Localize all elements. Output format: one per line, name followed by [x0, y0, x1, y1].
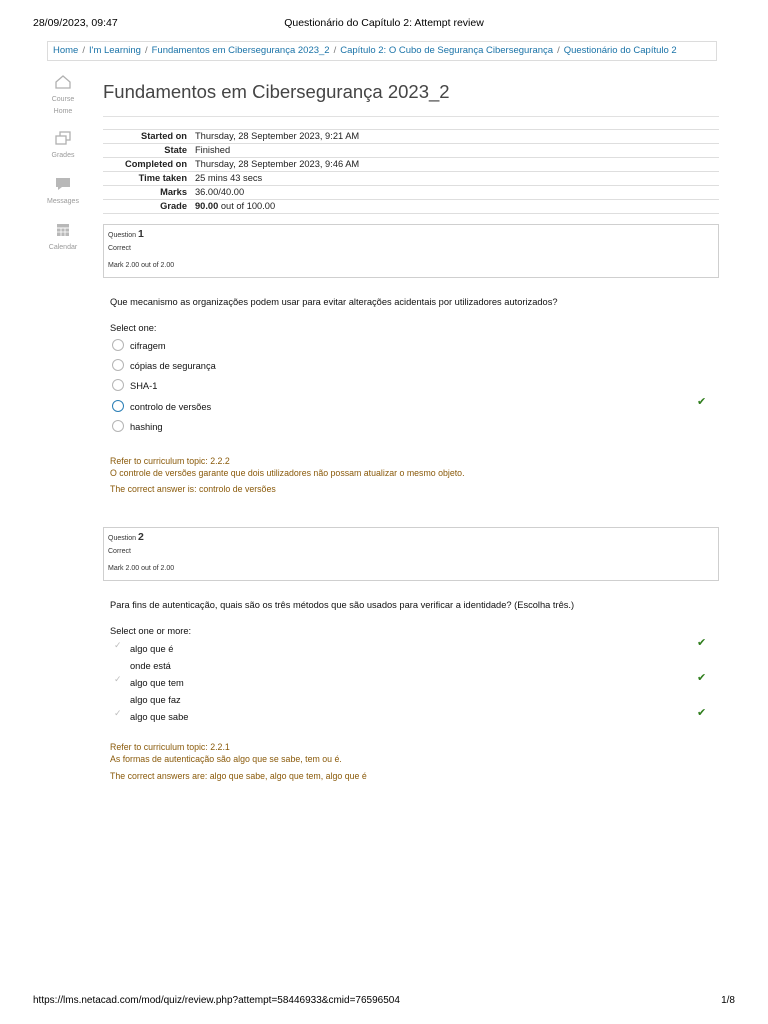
breadcrumb-separator: / [557, 45, 560, 56]
grade-rest: out of 100.00 [218, 201, 276, 211]
option-label: algo que tem [130, 678, 184, 688]
grades-icon [54, 130, 72, 146]
question-1-info [103, 224, 719, 278]
q1-correct-answer: The correct answer is: controlo de versões [110, 484, 276, 494]
sidebar-item-label: Home [53, 108, 73, 115]
table-row [103, 144, 719, 158]
table-row [103, 158, 719, 172]
table-row [103, 172, 719, 186]
question-number [108, 228, 714, 242]
question-state: Correct [108, 548, 131, 555]
radio-button[interactable] [112, 339, 124, 351]
sidebar-item-messages[interactable] [40, 176, 86, 212]
question-mark: Mark 2.00 out of 2.00 [108, 262, 175, 269]
question-label: Question [108, 232, 137, 239]
option-label: cópias de segurança [130, 361, 216, 371]
summary-key: Marks [103, 186, 191, 200]
check-icon: ✔ [697, 637, 707, 649]
summary-value: Finished [191, 144, 719, 158]
page-title: Fundamentos em Cibersegurança 2023_2 [103, 81, 450, 102]
summary-value: 36.00/40.00 [191, 186, 719, 200]
question-label: Question [108, 535, 137, 542]
summary-key: State [103, 144, 191, 158]
option-label: algo que faz [130, 695, 181, 705]
breadcrumb [47, 41, 717, 61]
option-label: controlo de versões [130, 402, 212, 412]
checkbox-checked-icon[interactable]: ✓ [114, 674, 122, 684]
print-page-number: 1/8 [721, 995, 735, 1006]
question-state: Correct [108, 245, 131, 252]
question-2-prompt: Select one or more: [110, 626, 192, 636]
print-header [33, 17, 735, 29]
option-label: onde está [130, 661, 171, 671]
sidebar-item-calendar[interactable] [40, 222, 86, 254]
sidebar-item-label: Messages [47, 198, 79, 205]
q2-correct-answer: The correct answers are: algo que sabe, algo que tem, algo que é [110, 771, 367, 781]
question-number [108, 531, 714, 545]
radio-button[interactable] [112, 359, 124, 371]
question-mark: Mark 2.00 out of 2.00 [108, 565, 175, 572]
option-label: algo que sabe [130, 712, 189, 722]
summary-value: Thursday, 28 September 2023, 9:46 AM [191, 158, 719, 172]
title-divider [103, 116, 719, 117]
breadcrumb-separator: / [82, 45, 85, 56]
sidebar-item-grades[interactable] [40, 130, 86, 166]
radio-button[interactable] [112, 379, 124, 391]
sidebar-item-label: Grades [51, 152, 75, 159]
check-icon: ✔ [697, 396, 707, 408]
print-datetime: 28/09/2023, 09:47 [33, 17, 118, 29]
attempt-summary-table [103, 129, 719, 214]
breadcrumb-quiz[interactable]: Questionário do Capítulo 2 [563, 45, 677, 56]
check-icon: ✔ [697, 707, 707, 719]
table-row [103, 130, 719, 144]
check-icon: ✔ [697, 672, 707, 684]
home-icon [54, 74, 72, 90]
summary-key: Started on [103, 130, 191, 144]
q2-feedback-text: As formas de autenticação são algo que se sabe, tem ou é. [110, 754, 342, 764]
question-1-text: Que mecanismo as organizações podem usar para evitar alterações acidentais por utilizadores autorizados? [110, 297, 558, 307]
summary-value: 25 mins 43 secs [191, 172, 719, 186]
breadcrumb-separator: / [333, 45, 337, 56]
sidebar-item-label: Calendar [48, 244, 78, 251]
question-1-prompt: Select one: [110, 323, 157, 333]
question-number-value: 1 [137, 228, 144, 240]
q1-feedback-topic: Refer to curriculum topic: 2.2.2 [110, 456, 230, 466]
breadcrumb-chapter[interactable]: Capítulo 2: O Cubo de Segurança Cibersegurança [340, 45, 554, 56]
sidebar-item-course-home[interactable] [40, 74, 86, 120]
question-2-text: Para fins de autenticação, quais são os três métodos que são usados para verificar a identidade? (Escolha três.) [110, 600, 575, 610]
q2-feedback-topic: Refer to curriculum topic: 2.2.1 [110, 742, 230, 752]
breadcrumb-home[interactable]: Home [53, 45, 79, 56]
grade-value: 90.00 [195, 201, 219, 211]
summary-key: Completed on [103, 158, 191, 172]
question-2-info [103, 527, 719, 581]
messages-icon [54, 176, 72, 192]
summary-value: Thursday, 28 September 2023, 9:21 AM [191, 130, 719, 144]
radio-button-selected[interactable] [112, 400, 124, 412]
table-row [103, 200, 719, 214]
calendar-icon [54, 222, 72, 238]
option-label: algo que é [130, 644, 174, 654]
summary-key: Time taken [103, 172, 191, 186]
breadcrumb-learning[interactable]: I'm Learning [88, 45, 141, 56]
radio-button[interactable] [112, 420, 124, 432]
print-title: Questionário do Capítulo 2: Attempt review [284, 17, 484, 29]
breadcrumb-separator: / [144, 45, 148, 56]
summary-value [191, 200, 719, 214]
sidebar [40, 74, 86, 264]
option-label: SHA-1 [130, 381, 158, 391]
print-url: https://lms.netacad.com/mod/quiz/review.php?attempt=58446933&cmid=76596504 [33, 995, 400, 1006]
table-row [103, 186, 719, 200]
q1-feedback-text: O controle de versões garante que dois utilizadores não possam atualizar o mesmo objeto. [110, 468, 465, 478]
breadcrumb-course[interactable]: Fundamentos em Cibersegurança 2023_2 [151, 45, 330, 56]
option-label: hashing [130, 422, 163, 432]
checkbox-checked-icon[interactable]: ✓ [114, 708, 122, 718]
option-label: cifragem [130, 341, 166, 351]
summary-key: Grade [103, 200, 191, 214]
checkbox-checked-icon[interactable]: ✓ [114, 640, 122, 650]
sidebar-item-label: Course [51, 96, 75, 103]
question-number-value: 2 [137, 531, 144, 543]
